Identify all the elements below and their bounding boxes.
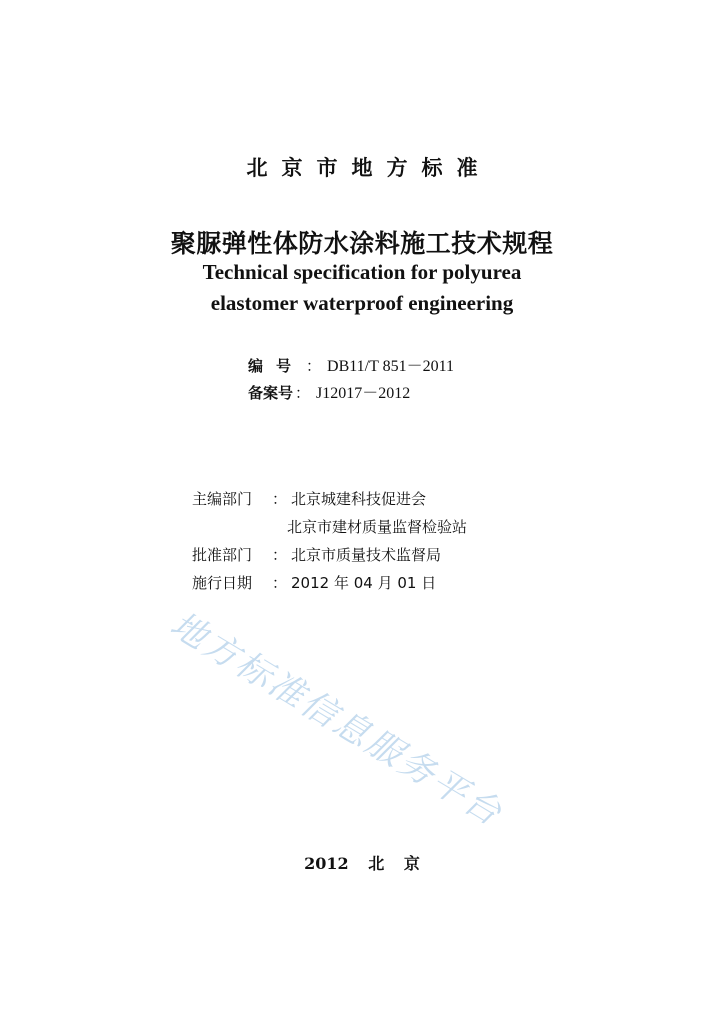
effective-date-label: 施行日期 <box>192 574 253 592</box>
editor-separator: ： <box>272 490 288 508</box>
editor-row <box>192 485 467 513</box>
title-english-line1: Technical specification for polyurea <box>202 260 522 284</box>
title-chinese: 聚脲弹性体防水涂料施工技术规程 <box>170 229 554 258</box>
effective-date-separator: ： <box>272 574 288 592</box>
standard-number-label: 编号 <box>248 357 305 375</box>
record-number-row <box>248 380 454 407</box>
standard-number-separator: ： <box>306 357 322 375</box>
approval-value: 北京市质量技术监督局 <box>291 546 442 564</box>
publication-year: 2012 <box>304 854 349 873</box>
record-number-separator: ： <box>295 384 311 402</box>
effective-date-value: 2012 年 04 月 01 日 <box>291 574 437 592</box>
approval-separator: ： <box>272 546 288 564</box>
approval-row <box>192 541 467 569</box>
editor-2: 北京市建材质量监督检验站 <box>287 518 468 536</box>
editor-1: 北京城建科技促进会 <box>291 490 427 508</box>
publication-footer <box>0 851 724 874</box>
editor-label: 主编部门 <box>192 490 253 508</box>
approval-label: 批准部门 <box>192 546 253 564</box>
record-number-value: J12017－2012 <box>316 385 411 402</box>
publication-info <box>192 485 467 597</box>
title-english-line2: elastomer waterproof engineering <box>210 291 514 315</box>
record-number-label: 备案号 <box>248 384 294 402</box>
standard-codes <box>248 353 454 407</box>
standard-number-row <box>248 353 454 380</box>
publication-city: 北 京 <box>368 854 420 873</box>
standard-type-heading: 北京市地方标准 <box>246 156 492 180</box>
standard-number-value: DB11/T 851－2011 <box>327 358 455 375</box>
editor-row-2 <box>192 513 467 541</box>
watermark: 地方标准信息服务平台 <box>163 604 510 835</box>
effective-date-row <box>192 569 467 597</box>
